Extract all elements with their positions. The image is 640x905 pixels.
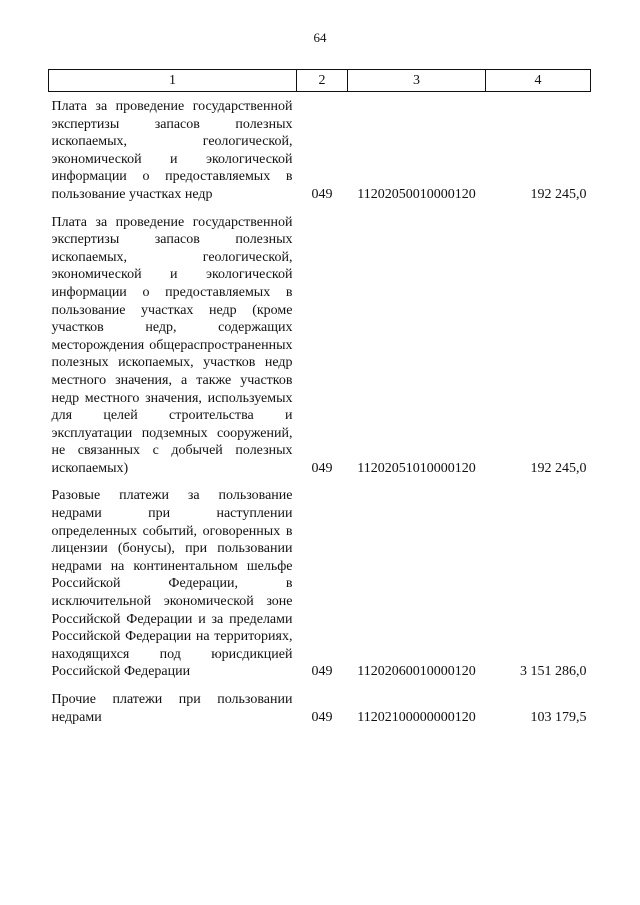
row-admin-code: 049 <box>311 460 333 476</box>
row-kbk: 11202060010000120 <box>357 664 476 680</box>
row-name: Прочие платежи при пользовании недрами <box>51 692 293 725</box>
row-name: Плата за проведение государственной экспертизы запасов полезных ископаемых, геологической, экономической и экологической информации о предоставляемых в пользование участках недр <box>51 99 293 202</box>
header-col-2: 2 <box>297 70 348 92</box>
row-amount: 192 245,0 <box>530 460 587 476</box>
row-amount: 3 151 286,0 <box>520 664 587 680</box>
row-admin-code: 049 <box>311 664 333 680</box>
budget-table <box>48 69 591 726</box>
row-name: Разовые платежи за пользование недрами при наступлении определенных событий, оговоренных в лицензии (бонусы), при пользовании недрами на континентальном шельфе Российской Федерации, в исключительной экономической зоне Российской Федерации и за пределами Российской Федерации на территориях, находящихся под юрисдикцией Российской Федерации <box>51 488 293 680</box>
header-col-3: 3 <box>348 70 486 92</box>
row-name: Плата за проведение государственной экспертизы запасов полезных ископаемых, геологической, экономической и экологической информации о предоставляемых в пользование участках недр (кроме участков недр, содержащих месторождения общераспространенных полезных ископаемых, участков недр местного значения, а также участков недр местного значения, используемых для целей строительства и эксплуатации подземных сооружений, не связанных с добычей полезных ископаемых) <box>51 214 293 476</box>
row-kbk: 11202050010000120 <box>357 186 476 202</box>
row-kbk: 11202051010000120 <box>357 460 476 476</box>
row-admin-code: 049 <box>311 186 333 202</box>
row-amount: 192 245,0 <box>530 186 587 202</box>
header-col-1: 1 <box>49 70 297 92</box>
table-row <box>49 92 591 204</box>
header-col-4: 4 <box>486 70 591 92</box>
table-row <box>49 204 591 478</box>
table-row <box>49 681 591 726</box>
table-header-row <box>49 70 591 92</box>
row-kbk: 11202100000000120 <box>357 709 476 725</box>
table-row <box>49 477 591 681</box>
row-admin-code: 049 <box>311 709 333 725</box>
page-number: 64 <box>313 30 327 45</box>
row-amount: 103 179,5 <box>530 709 587 725</box>
